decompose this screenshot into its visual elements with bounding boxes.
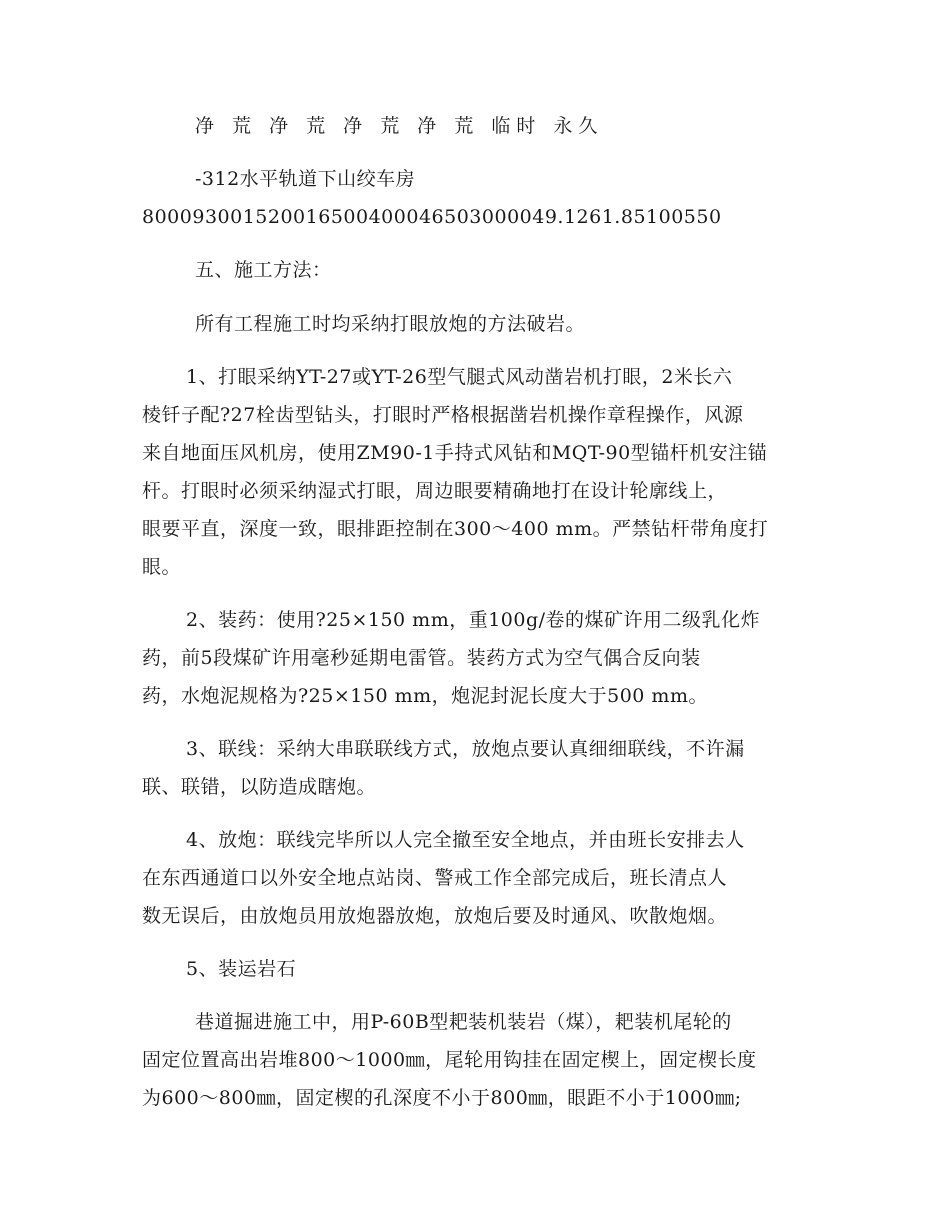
para3-line: 联、联错，以防造成瞎炮。 [142, 776, 377, 798]
para5-line: 巷道掘进施工中，用P-60B型耙装机装岩（煤），耙装机尾轮的 [195, 1011, 732, 1033]
para2-line: 2、装药：使用?25×150 mm，重100g/卷的煤矿许用二级乳化炸 [186, 609, 761, 631]
para1-line: 杆。打眼时必须采纳湿式打眼，周边眼要精确地打在设计轮廓线上， [142, 480, 728, 502]
para3-line: 3、联线：采纳大串联联线方式，放炮点要认真细细联线，不许漏 [186, 738, 745, 760]
para1-line: 1、打眼采纳YT-27或YT-26型气腿式风动凿岩机打眼，2米长六 [186, 366, 733, 388]
intro-paragraph: 所有工程施工时均采纳打眼放炮的方法破岩。 [195, 313, 586, 335]
para1-line: 棱钎子配?27栓齿型钻头，打眼时严格根据凿岩机操作章程操作，风源 [142, 404, 744, 426]
table-row-name: -312水平轨道下山绞车房 [195, 168, 416, 190]
para4-line: 在东西通道口以外安全地点站岗、警戒工作全部完成后，班长清点人 [142, 867, 728, 889]
table-header-line: 净 荒 净 荒 净 荒 净 荒 临时 永久 [195, 115, 604, 137]
para4-line: 数无误后，由放炮员用放炮器放炮，放炮后要及时通风、吹散炮烟。 [142, 905, 728, 927]
para2-line: 药，前5段煤矿许用毫秒延期电雷管。装药方式为空气偶合反向装 [142, 647, 701, 669]
para1-line: 眼要平直，深度一致，眼排距控制在300～400 mm。严禁钻杆带角度打 [142, 518, 769, 540]
para2-line: 药，水炮泥规格为?25×150 mm，炮泥封泥长度大于500 mm。 [142, 685, 708, 707]
table-row-values: 800093001520016500400046503000049.1261.85100550 [142, 206, 722, 228]
para1-line: 来自地面压风机房，使用ZM90-1手持式风钻和MQT-90型锚杆机安注锚 [142, 442, 768, 464]
para4-line: 4、放炮：联线完毕所以人完全撤至安全地点，并由班长安排去人 [186, 829, 745, 851]
para5-title: 5、装运岩石 [186, 958, 297, 980]
para1-line: 眼。 [142, 556, 182, 578]
para5-line: 固定位置高出岩堆800～1000㎜，尾轮用钩挂在固定楔上，固定楔长度 [142, 1049, 757, 1071]
para5-line: 为600～800㎜，固定楔的孔深度不小于800㎜，眼距不小于1000㎜; [142, 1087, 742, 1109]
section-title: 五、施工方法： [195, 259, 332, 281]
